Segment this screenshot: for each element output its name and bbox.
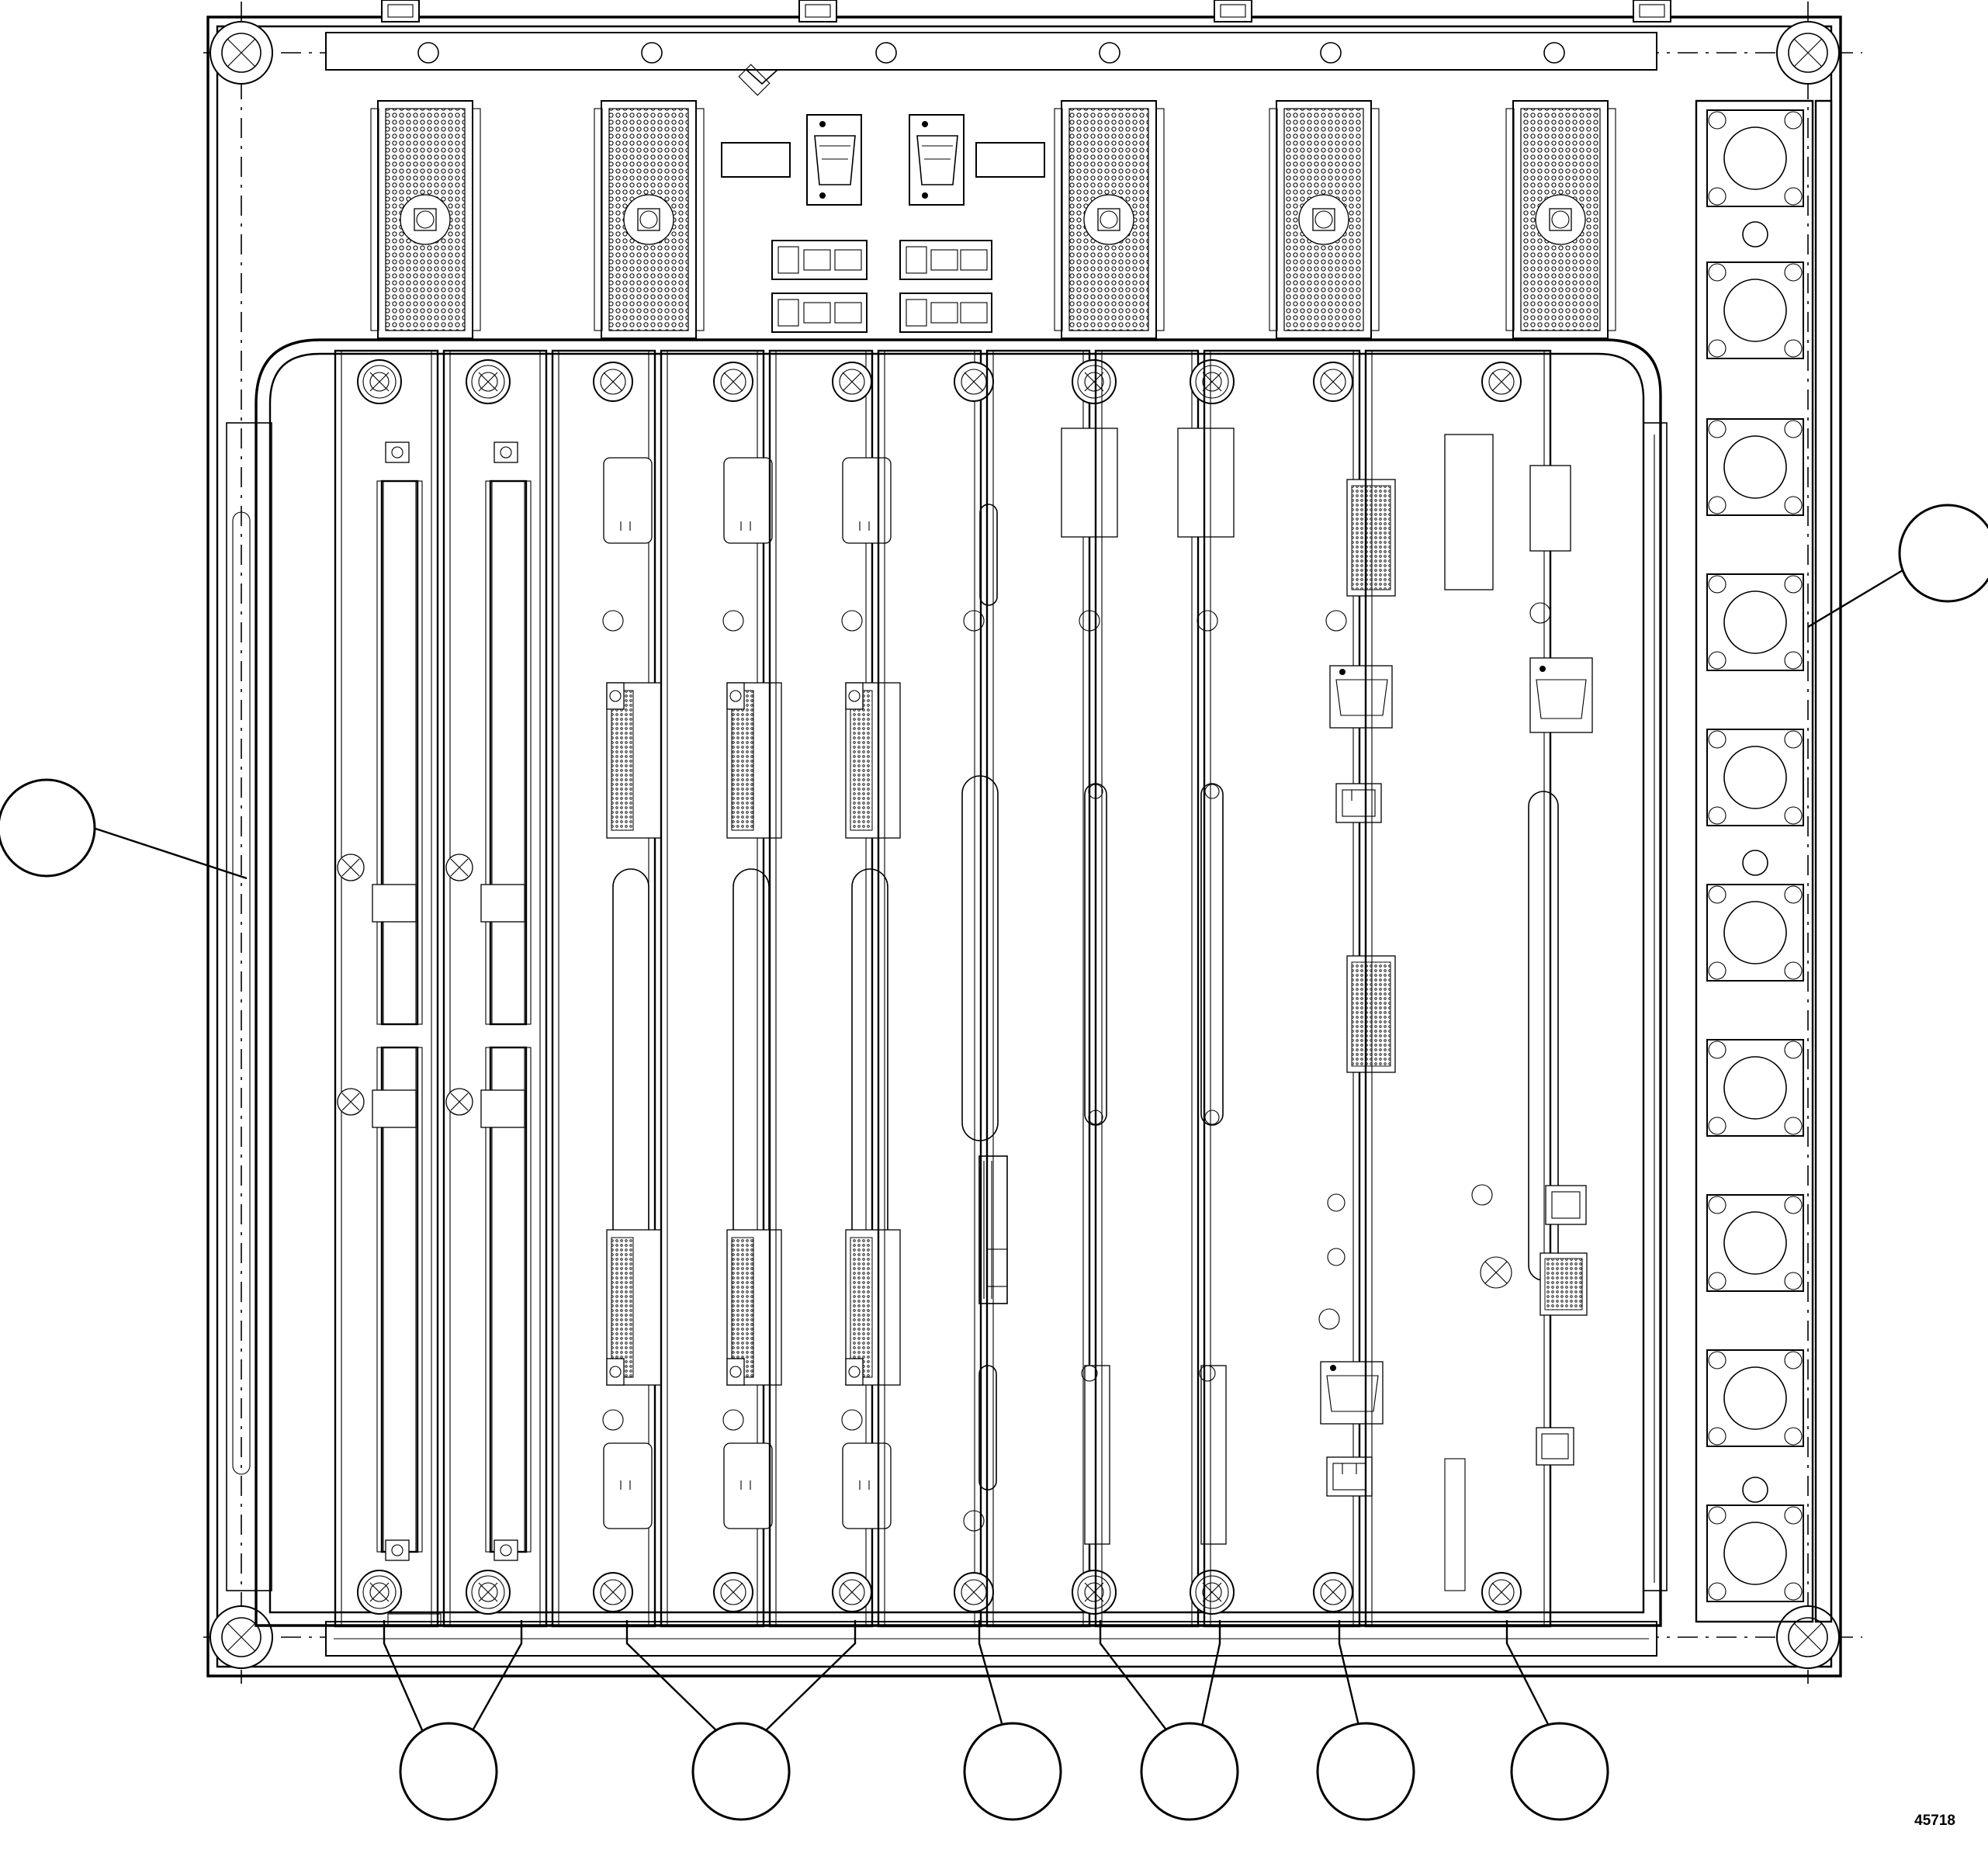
phillips-screw[interactable] xyxy=(1314,1573,1352,1612)
dense-pin-connector xyxy=(1269,101,1379,338)
round-module[interactable] xyxy=(1707,110,1803,206)
card-slot-8[interactable] xyxy=(1096,351,1234,1626)
round-module[interactable] xyxy=(1707,1040,1803,1136)
knurled-screw[interactable] xyxy=(466,1570,510,1614)
rj45-port[interactable] xyxy=(1536,1428,1574,1465)
knurled-screw[interactable] xyxy=(1190,1570,1234,1614)
pin-header xyxy=(1540,1253,1587,1315)
dense-pin-connector xyxy=(1055,101,1164,338)
rj45-port[interactable] xyxy=(1336,784,1381,822)
callout-right[interactable] xyxy=(1808,505,1988,627)
callout-left[interactable] xyxy=(0,780,247,878)
card-slot-4[interactable] xyxy=(661,351,781,1626)
rj45-port[interactable] xyxy=(1546,1186,1586,1224)
pin-header xyxy=(1347,480,1395,596)
phillips-screw[interactable] xyxy=(1314,362,1352,401)
card-slot-5[interactable] xyxy=(770,351,900,1626)
card-slot-7[interactable] xyxy=(987,351,1117,1626)
spacer-hole xyxy=(1743,1477,1768,1502)
dsub-connector xyxy=(909,115,964,205)
fiber-port-module xyxy=(900,241,992,279)
phillips-screw[interactable] xyxy=(833,1573,871,1612)
top-rail xyxy=(326,33,1657,95)
figure-code: 45718 xyxy=(1914,1813,1955,1829)
dense-pin-connector xyxy=(594,101,704,338)
round-module[interactable] xyxy=(1707,419,1803,515)
round-module[interactable] xyxy=(1707,574,1803,670)
spacer-hole xyxy=(1743,222,1768,247)
card-slot-1[interactable] xyxy=(335,351,441,1626)
top-edge-tabs xyxy=(382,0,1671,22)
round-module[interactable] xyxy=(1707,729,1803,826)
card-slot-2[interactable] xyxy=(444,351,546,1626)
label-block xyxy=(976,143,1044,177)
card-slot-10[interactable] xyxy=(1366,351,1592,1626)
knurled-screw[interactable] xyxy=(358,360,401,403)
knurled-screw[interactable] xyxy=(466,360,510,403)
knurled-screw[interactable] xyxy=(1072,1570,1116,1614)
dense-pin-connector xyxy=(1506,101,1616,338)
top-connector-bank xyxy=(371,101,1616,338)
knurled-screw[interactable] xyxy=(1072,360,1116,403)
fiber-port-module xyxy=(772,241,867,279)
right-module-column xyxy=(1696,101,1813,1622)
knurled-screw[interactable] xyxy=(358,1570,401,1614)
label-block xyxy=(722,143,790,177)
round-module[interactable] xyxy=(1707,885,1803,981)
fiber-port-module xyxy=(900,293,992,332)
card-slots xyxy=(335,351,1592,1626)
round-module[interactable] xyxy=(1707,1505,1803,1601)
phillips-screw[interactable] xyxy=(594,362,632,401)
dsub-connector[interactable] xyxy=(1321,1362,1383,1424)
round-module[interactable] xyxy=(1707,1195,1803,1291)
knurled-screw[interactable] xyxy=(1190,360,1234,403)
phillips-screw[interactable] xyxy=(594,1573,632,1612)
spacer-hole xyxy=(1743,850,1768,875)
round-module[interactable] xyxy=(1707,262,1803,358)
fiber-port-module xyxy=(772,293,867,332)
phillips-screw[interactable] xyxy=(1482,1573,1521,1612)
dense-pin-connector xyxy=(371,101,480,338)
dsub-connector xyxy=(807,115,861,205)
phillips-screw[interactable] xyxy=(714,1573,753,1612)
phillips-screw[interactable] xyxy=(1482,362,1521,401)
dsub-connector[interactable] xyxy=(1530,658,1592,732)
round-module[interactable] xyxy=(1707,1350,1803,1446)
phillips-screw[interactable] xyxy=(714,362,753,401)
dsub-connector[interactable] xyxy=(1330,666,1392,728)
phillips-screw[interactable] xyxy=(833,362,871,401)
card-slot-3[interactable] xyxy=(552,351,661,1626)
pin-header xyxy=(1347,956,1395,1072)
